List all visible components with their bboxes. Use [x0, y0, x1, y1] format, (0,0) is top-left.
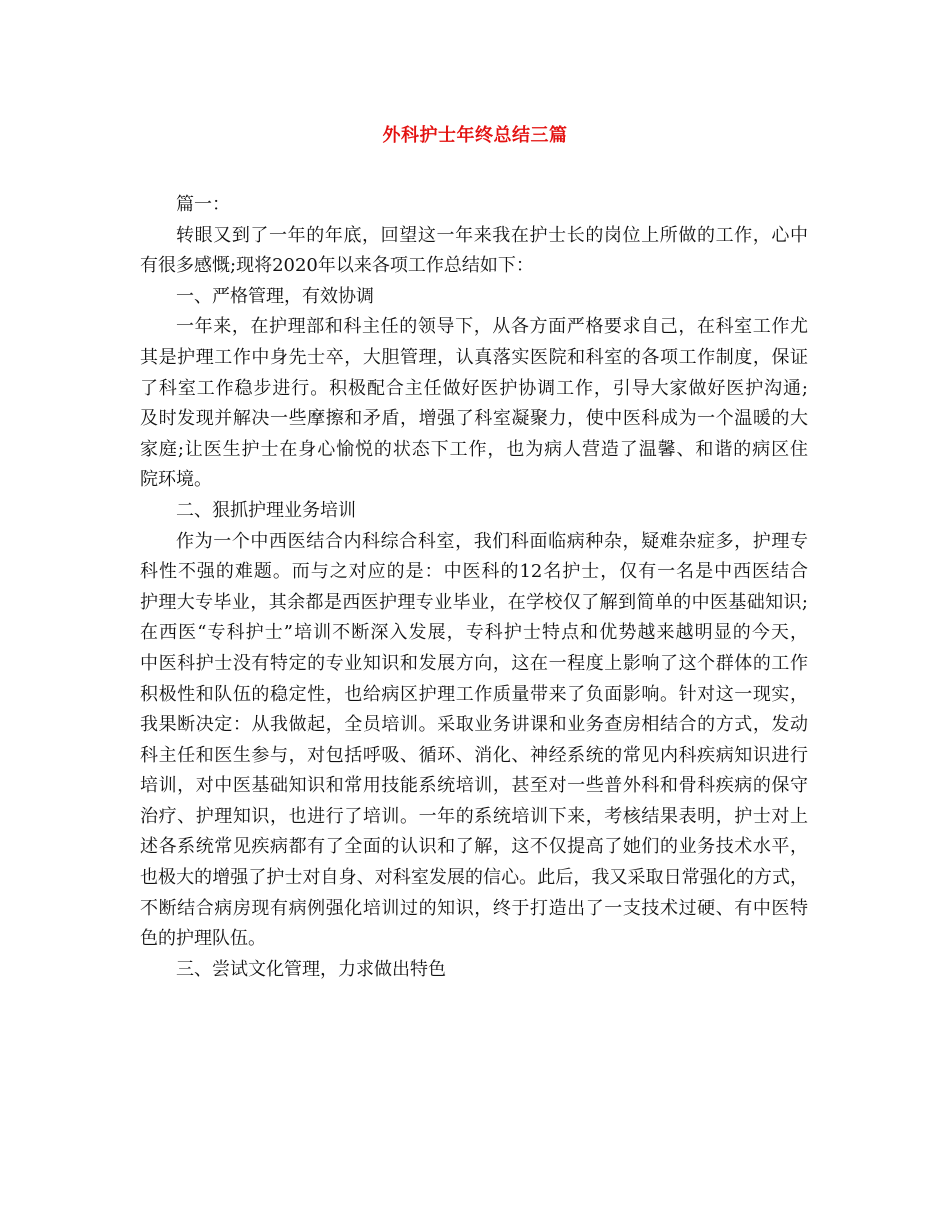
text-line: 其是护理工作中身先士卒，大胆管理，认真落实医院和科室的各项工作制度，保证 [140, 346, 808, 368]
text-line: 三、尝试文化管理，力求做出特色 [176, 958, 446, 980]
text-line: 家庭;让医生护士在身心愉悦的状态下工作，也为病人营造了温馨、和谐的病区住 [140, 438, 808, 460]
text-line: 有很多感慨;现将2020年以来各项工作总结如下： [140, 255, 534, 277]
text-line: 护理大专毕业，其余都是西医护理专业毕业，在学校仅了解到简单的中医基础知识; [140, 591, 808, 613]
text-line: 一、严格管理，有效协调 [176, 285, 374, 307]
text-line: 科性不强的难题。而与之对应的是：中医科的12名护士，仅有一名是中西医结合 [140, 561, 808, 583]
text-line: 也极大的增强了护士对自身、对科室发展的信心。此后，我又采取日常强化的方式， [140, 867, 808, 889]
text-line: 述各系统常见疾病都有了全面的认识和了解，这不仅提高了她们的业务技术水平， [140, 836, 808, 858]
text-line: 积极性和队伍的稳定性，也给病区护理工作质量带来了负面影响。针对这一现实， [140, 683, 808, 705]
text-line: 作为一个中西医结合内科综合科室，我们科面临病种杂，疑难杂症多，护理专 [176, 530, 808, 552]
text-line: 篇一： [176, 194, 230, 215]
text-line: 院环境。 [140, 469, 212, 491]
text-line: 不断结合病房现有病例强化培训过的知识，终于打造出了一支技术过硬、有中医特 [140, 897, 808, 919]
text-line: 我果断决定：从我做起，全员培训。采取业务讲课和业务查房相结合的方式，发动 [140, 714, 808, 736]
document-title: 外科护士年终总结三篇 [382, 125, 568, 146]
document-body [140, 190, 808, 985]
text-line: 科主任和医生参与，对包括呼吸、循环、消化、神经系统的常见内科疾病知识进行 [140, 744, 808, 766]
text-line: 了科室工作稳步进行。积极配合主任做好医护协调工作，引导大家做好医护沟通; [140, 377, 808, 399]
text-line: 治疗、护理知识，也进行了培训。一年的系统培训下来，考核结果表明，护士对上 [140, 805, 808, 827]
text-line: 中医科护士没有特定的专业知识和发展方向，这在一程度上影响了这个群体的工作 [140, 652, 808, 674]
text-line: 在西医“专科护士”培训不断深入发展，专科护士特点和优势越来越明显的今天， [140, 622, 808, 644]
text-line: 转眼又到了一年的年底，回望这一年来我在护士长的岗位上所做的工作，心中 [176, 224, 808, 246]
text-line: 培训，对中医基础知识和常用技能系统培训，甚至对一些普外科和骨科疾病的保守 [140, 775, 808, 797]
text-line: 一年来，在护理部和科主任的领导下，从各方面严格要求自己，在科室工作尤 [176, 316, 808, 338]
text-line: 色的护理队伍。 [140, 928, 266, 950]
text-line: 及时发现并解决一些摩擦和矛盾，增强了科室凝聚力，使中医科成为一个温暖的大 [140, 408, 808, 430]
text-line: 二、狠抓护理业务培训 [176, 499, 356, 521]
